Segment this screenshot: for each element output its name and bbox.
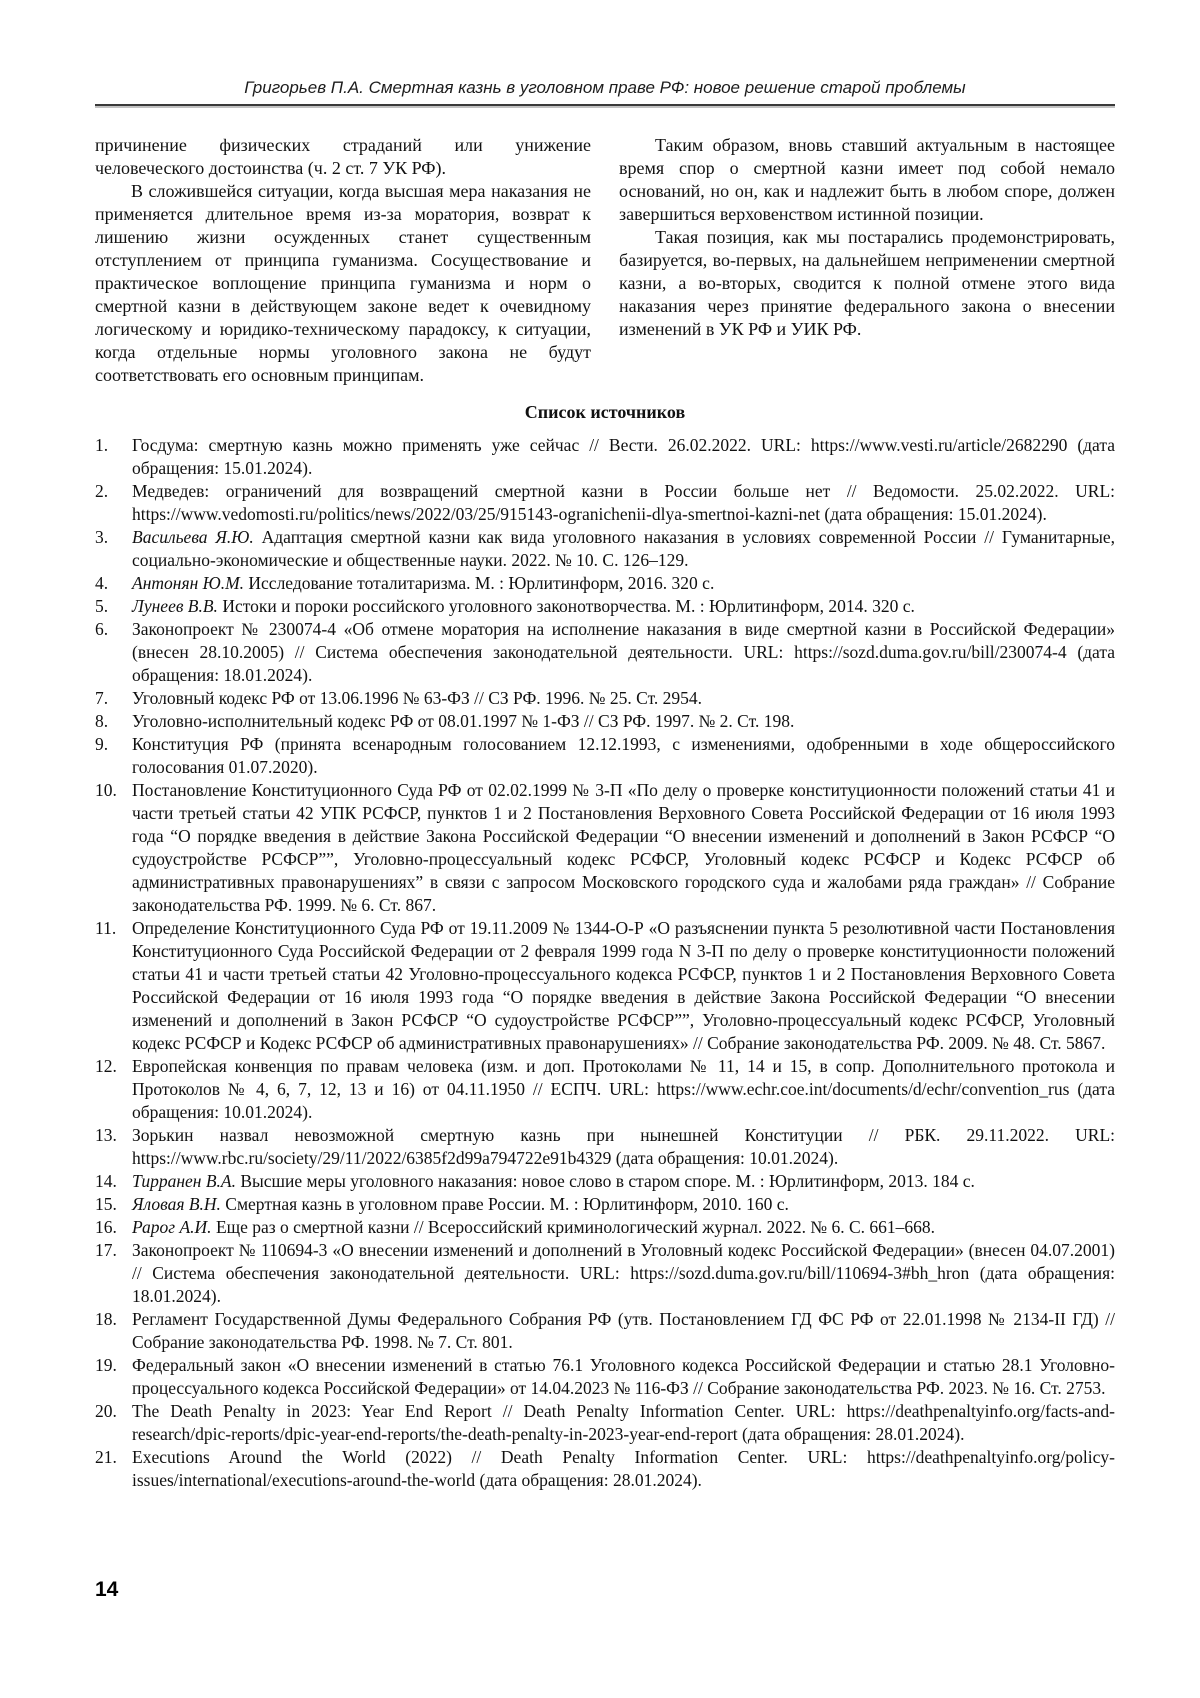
reference-item <box>95 572 1115 595</box>
reference-main: Executions Around the World (2022) // Death Penalty Information Center. URL: https://deathpenaltyinfo.org/policy-issues/international/executions-around-the-world (дата обращения: 28.01.2024). <box>132 1447 1115 1490</box>
reference-text <box>132 687 1115 710</box>
paragraph-continuation: причинение физических страданий или унижение человеческого достоинства (ч. 2 ст. 7 УК РФ). <box>95 135 591 178</box>
reference-item <box>95 1170 1115 1193</box>
reference-number: 1. <box>95 435 109 455</box>
reference-text <box>132 480 1115 526</box>
reference-number: 9. <box>95 734 109 754</box>
reference-main: Адаптация смертной казни как вида уголовного наказания в условиях современной России // Гуманитарные, социально-экономические и общественные науки. 2022. № 10. С. 126–129. <box>132 527 1115 570</box>
reference-text <box>132 572 1115 595</box>
reference-number: 21. <box>95 1447 117 1467</box>
reference-item <box>95 779 1115 917</box>
reference-main: Зорькин назвал невозможной смертную казнь при нынешней Конституции // РБК. 29.11.2022. URL: https://www.rbc.ru/society/29/11/2022/6385f2d99a794722e91b4329 (дата обращения: 10.01.2024). <box>132 1125 1115 1168</box>
reference-number: 11. <box>95 918 117 938</box>
reference-item <box>95 1239 1115 1308</box>
reference-item <box>95 1308 1115 1354</box>
header-rule <box>95 104 1115 106</box>
right-column <box>619 134 1115 387</box>
reference-number: 17. <box>95 1240 117 1260</box>
reference-main: Высшие меры уголовного наказания: новое слово в старом споре. М. : Юрлитинформ, 2013. 184 с. <box>240 1171 975 1191</box>
reference-text <box>132 1446 1115 1492</box>
reference-number: 18. <box>95 1309 117 1329</box>
reference-item <box>95 917 1115 1055</box>
reference-main: Определение Конституционного Суда РФ от 19.11.2009 № 1344-О-Р «О разъяснении пункта 5 резолютивной части Постановления Конституционного Суда Российской Федерации от 2 февраля 1999 года N 3-П по делу о проверке конституционности положений статьи 41 и части третьей статьи 42 Уголовно-процессуального кодекса РСФСР, пунктов 1 и 2 Постановления Верховного Совета Российской Федерации от 16 июля 1993 года “О порядке введения в действие Закона Российской Федерации “О внесении изменений и дополнений в Закон РСФСР “О судоустройстве РСФСР””, Уголовно-процессуальный кодекс РСФСР, Уголовный кодекс РСФСР и Кодекс РСФСР об административных правонарушениях» // Собрание законодательства РФ. 2009. № 48. Ст. 5867. <box>132 918 1115 1053</box>
reference-text <box>132 1193 1115 1216</box>
reference-number: 19. <box>95 1355 117 1375</box>
paragraph: Такая позиция, как мы постарались продемонстрировать, базируется, во-первых, на дальнейшем неприменении смертной казни, а во-вторых, сводится к полной отмене этого вида наказания через принятие федерального закона о внесении изменений в УК РФ и УИК РФ. <box>619 227 1115 339</box>
reference-item <box>95 1124 1115 1170</box>
reference-main: The Death Penalty in 2023: Year End Report // Death Penalty Information Center. URL: https://deathpenaltyinfo.org/facts-and-research/dpic-reports/dpic-year-end-reports/the-death-penalty-in-2023-year-end-report (дата обращения: 28.01.2024). <box>132 1401 1115 1444</box>
reference-text <box>132 1239 1115 1308</box>
reference-text <box>132 1216 1115 1239</box>
left-column <box>95 134 591 387</box>
reference-author: Яловая В.Н. <box>132 1194 226 1214</box>
reference-item <box>95 526 1115 572</box>
paragraph: Таким образом, вновь ставший актуальным в настоящее время спор о смертной казни имеет под собой немало оснований, но он, как и надлежит быть в любом споре, должен завершиться верховенством истинной позиции. <box>619 135 1115 224</box>
references-title: Список источников <box>524 402 686 422</box>
reference-item <box>95 1446 1115 1492</box>
reference-number: 14. <box>95 1171 117 1191</box>
reference-item <box>95 1400 1115 1446</box>
reference-text <box>132 1400 1115 1446</box>
reference-main: Еще раз о смертной казни // Всероссийский криминологический журнал. 2022. № 6. С. 661–668. <box>215 1217 936 1237</box>
reference-text <box>132 618 1115 687</box>
reference-item <box>95 687 1115 710</box>
reference-author: Васильева Я.Ю. <box>132 527 262 547</box>
reference-author: Антонян Ю.М. <box>132 573 249 593</box>
reference-number: 15. <box>95 1194 117 1214</box>
reference-text <box>132 1308 1115 1354</box>
reference-number: 5. <box>95 596 109 616</box>
running-header <box>95 78 1115 106</box>
reference-main: Истоки и пороки российского уголовного законотворчества. М. : Юрлитинформ, 2014. 320 с. <box>222 596 915 616</box>
reference-item <box>95 434 1115 480</box>
reference-number: 16. <box>95 1217 117 1237</box>
reference-item <box>95 595 1115 618</box>
reference-main: Регламент Государственной Думы Федерального Собрания РФ (утв. Постановлением ГД ФС РФ от 22.01.1998 № 2134-II ГД) // Собрание законодательства РФ. 1998. № 7. Ст. 801. <box>132 1309 1115 1352</box>
reference-text <box>132 710 1115 733</box>
reference-author: Тирранен В.А. <box>132 1171 241 1191</box>
paragraph: В сложившейся ситуации, когда высшая мера наказания не применяется длительное время из-за моратория, возврат к лишению жизни осужденных станет существенным отступлением от принципа гуманизма. Сосуществование и практическое воплощение принципа гуманизма и норм о смертной казни в действующем законе ведет к очевидному логическому и юридико-техническому парадоксу, к ситуации, когда отдельные нормы уголовного закона не будут соответствовать его основным принципам. <box>95 181 591 385</box>
reference-main: Исследование тоталитаризма. М. : Юрлитинформ, 2016. 320 с. <box>248 573 715 593</box>
reference-main: Европейская конвенция по правам человека (изм. и доп. Протоколами № 11, 14 и 15, в сопр. Дополнительного протокола и Протоколов № 4, 6, 7, 12, 13 и 16) от 04.11.1950 // ЕСПЧ. URL: https://www.echr.coe.int/documents/d/echr/convention_rus (дата обращения: 10.01.2024). <box>132 1056 1115 1122</box>
reference-number: 10. <box>95 780 117 800</box>
reference-text <box>132 1124 1115 1170</box>
reference-item <box>95 480 1115 526</box>
reference-text <box>132 1170 1115 1193</box>
page-number: 14 <box>95 1578 119 1601</box>
reference-number: 20. <box>95 1401 117 1421</box>
reference-main: Уголовно-исполнительный кодекс РФ от 08.01.1997 № 1-ФЗ // СЗ РФ. 1997. № 2. Ст. 198. <box>132 711 795 731</box>
reference-main: Законопроект № 230074-4 «Об отмене моратория на исполнение наказания в виде смертной казни в Российской Федерации» (внесен 28.10.2005) // Система обеспечения законодательной деятельности. URL: https://sozd.duma.gov.ru/bill/230074-4 (дата обращения: 18.01.2024). <box>132 619 1115 685</box>
reference-number: 13. <box>95 1125 117 1145</box>
reference-number: 12. <box>95 1056 117 1076</box>
reference-item <box>95 1055 1115 1124</box>
reference-text <box>132 1055 1115 1124</box>
reference-item <box>95 1354 1115 1400</box>
reference-text <box>132 779 1115 917</box>
reference-main: Постановление Конституционного Суда РФ от 02.02.1999 № 3-П «По делу о проверке конституционности положений статьи 41 и части третьей статьи 42 УПК РСФСР, пунктов 1 и 2 Постановления Верховного Совета Российской Федерации от 16 июля 1993 года “О порядке введения в действие Закона Российской Федерации “О внесении изменений и дополнений в Закон РСФСР “О судоустройстве РСФСР””, Уголовно-процессуальный кодекс РСФСР, Уголовный кодекс РСФСР и Кодекс РСФСР об административных правонарушениях” в связи с запросом Московского городского суда и жалобами ряда граждан» // Собрание законодательства РФ. 1999. № 6. Ст. 867. <box>132 780 1115 915</box>
reference-item <box>95 710 1115 733</box>
reference-item <box>95 618 1115 687</box>
reference-author: Лунеев В.В. <box>132 596 223 616</box>
reference-item <box>95 1216 1115 1239</box>
reference-author: Рарог А.И. <box>132 1217 216 1237</box>
reference-text <box>132 733 1115 779</box>
reference-text <box>132 526 1115 572</box>
reference-main: Уголовный кодекс РФ от 13.06.1996 № 63-ФЗ // СЗ РФ. 1996. № 25. Ст. 2954. <box>132 688 703 708</box>
reference-text <box>132 917 1115 1055</box>
reference-item <box>95 1193 1115 1216</box>
reference-main: Конституция РФ (принята всенародным голосованием 12.12.1993, с изменениями, одобренными в ходе общероссийского голосования 01.07.2020). <box>132 734 1115 777</box>
reference-number: 6. <box>95 619 109 639</box>
reference-text <box>132 434 1115 480</box>
reference-main: Смертная казнь в уголовном праве России. М. : Юрлитинформ, 2010. 160 с. <box>225 1194 789 1214</box>
reference-main: Медведев: ограничений для возвращений смертной казни в России больше нет // Ведомости. 25.02.2022. URL: https://www.vedomosti.ru/politics/news/2022/03/25/915143-ogranichenii-dlya-smertnoi-kazni-net (дата обращения: 15.01.2024). <box>132 481 1115 524</box>
article-body <box>95 134 1115 387</box>
reference-item <box>95 733 1115 779</box>
reference-main: Госдума: смертную казнь можно применять уже сейчас // Вести. 26.02.2022. URL: https://www.vesti.ru/article/2682290 (дата обращения: 15.01.2024). <box>132 435 1115 478</box>
running-title: Григорьев П.А. Смертная казнь в уголовном праве РФ: новое решение старой проблемы <box>244 78 966 97</box>
reference-main: Федеральный закон «О внесении изменений в статью 76.1 Уголовного кодекса Российской Федерации и статью 28.1 Уголовно-процессуального кодекса Российской Федерации» от 14.04.2023 № 116-ФЗ // Собрание законодательства РФ. 2023. № 16. Ст. 2753. <box>132 1355 1115 1398</box>
reference-number: 8. <box>95 711 109 731</box>
reference-text <box>132 1354 1115 1400</box>
reference-text <box>132 595 1115 618</box>
references-list <box>95 434 1115 1492</box>
references-section <box>95 402 1115 1492</box>
reference-number: 3. <box>95 527 109 547</box>
reference-main: Законопроект № 110694-3 «О внесении изменений и дополнений в Уголовный кодекс Российской Федерации» (внесен 04.07.2001) // Система обеспечения законодательной деятельности. URL: https://sozd.duma.gov.ru/bill/110694-3#bh_hron (дата обращения: 18.01.2024). <box>132 1240 1115 1306</box>
reference-number: 7. <box>95 688 109 708</box>
reference-number: 2. <box>95 481 109 501</box>
reference-number: 4. <box>95 573 109 593</box>
